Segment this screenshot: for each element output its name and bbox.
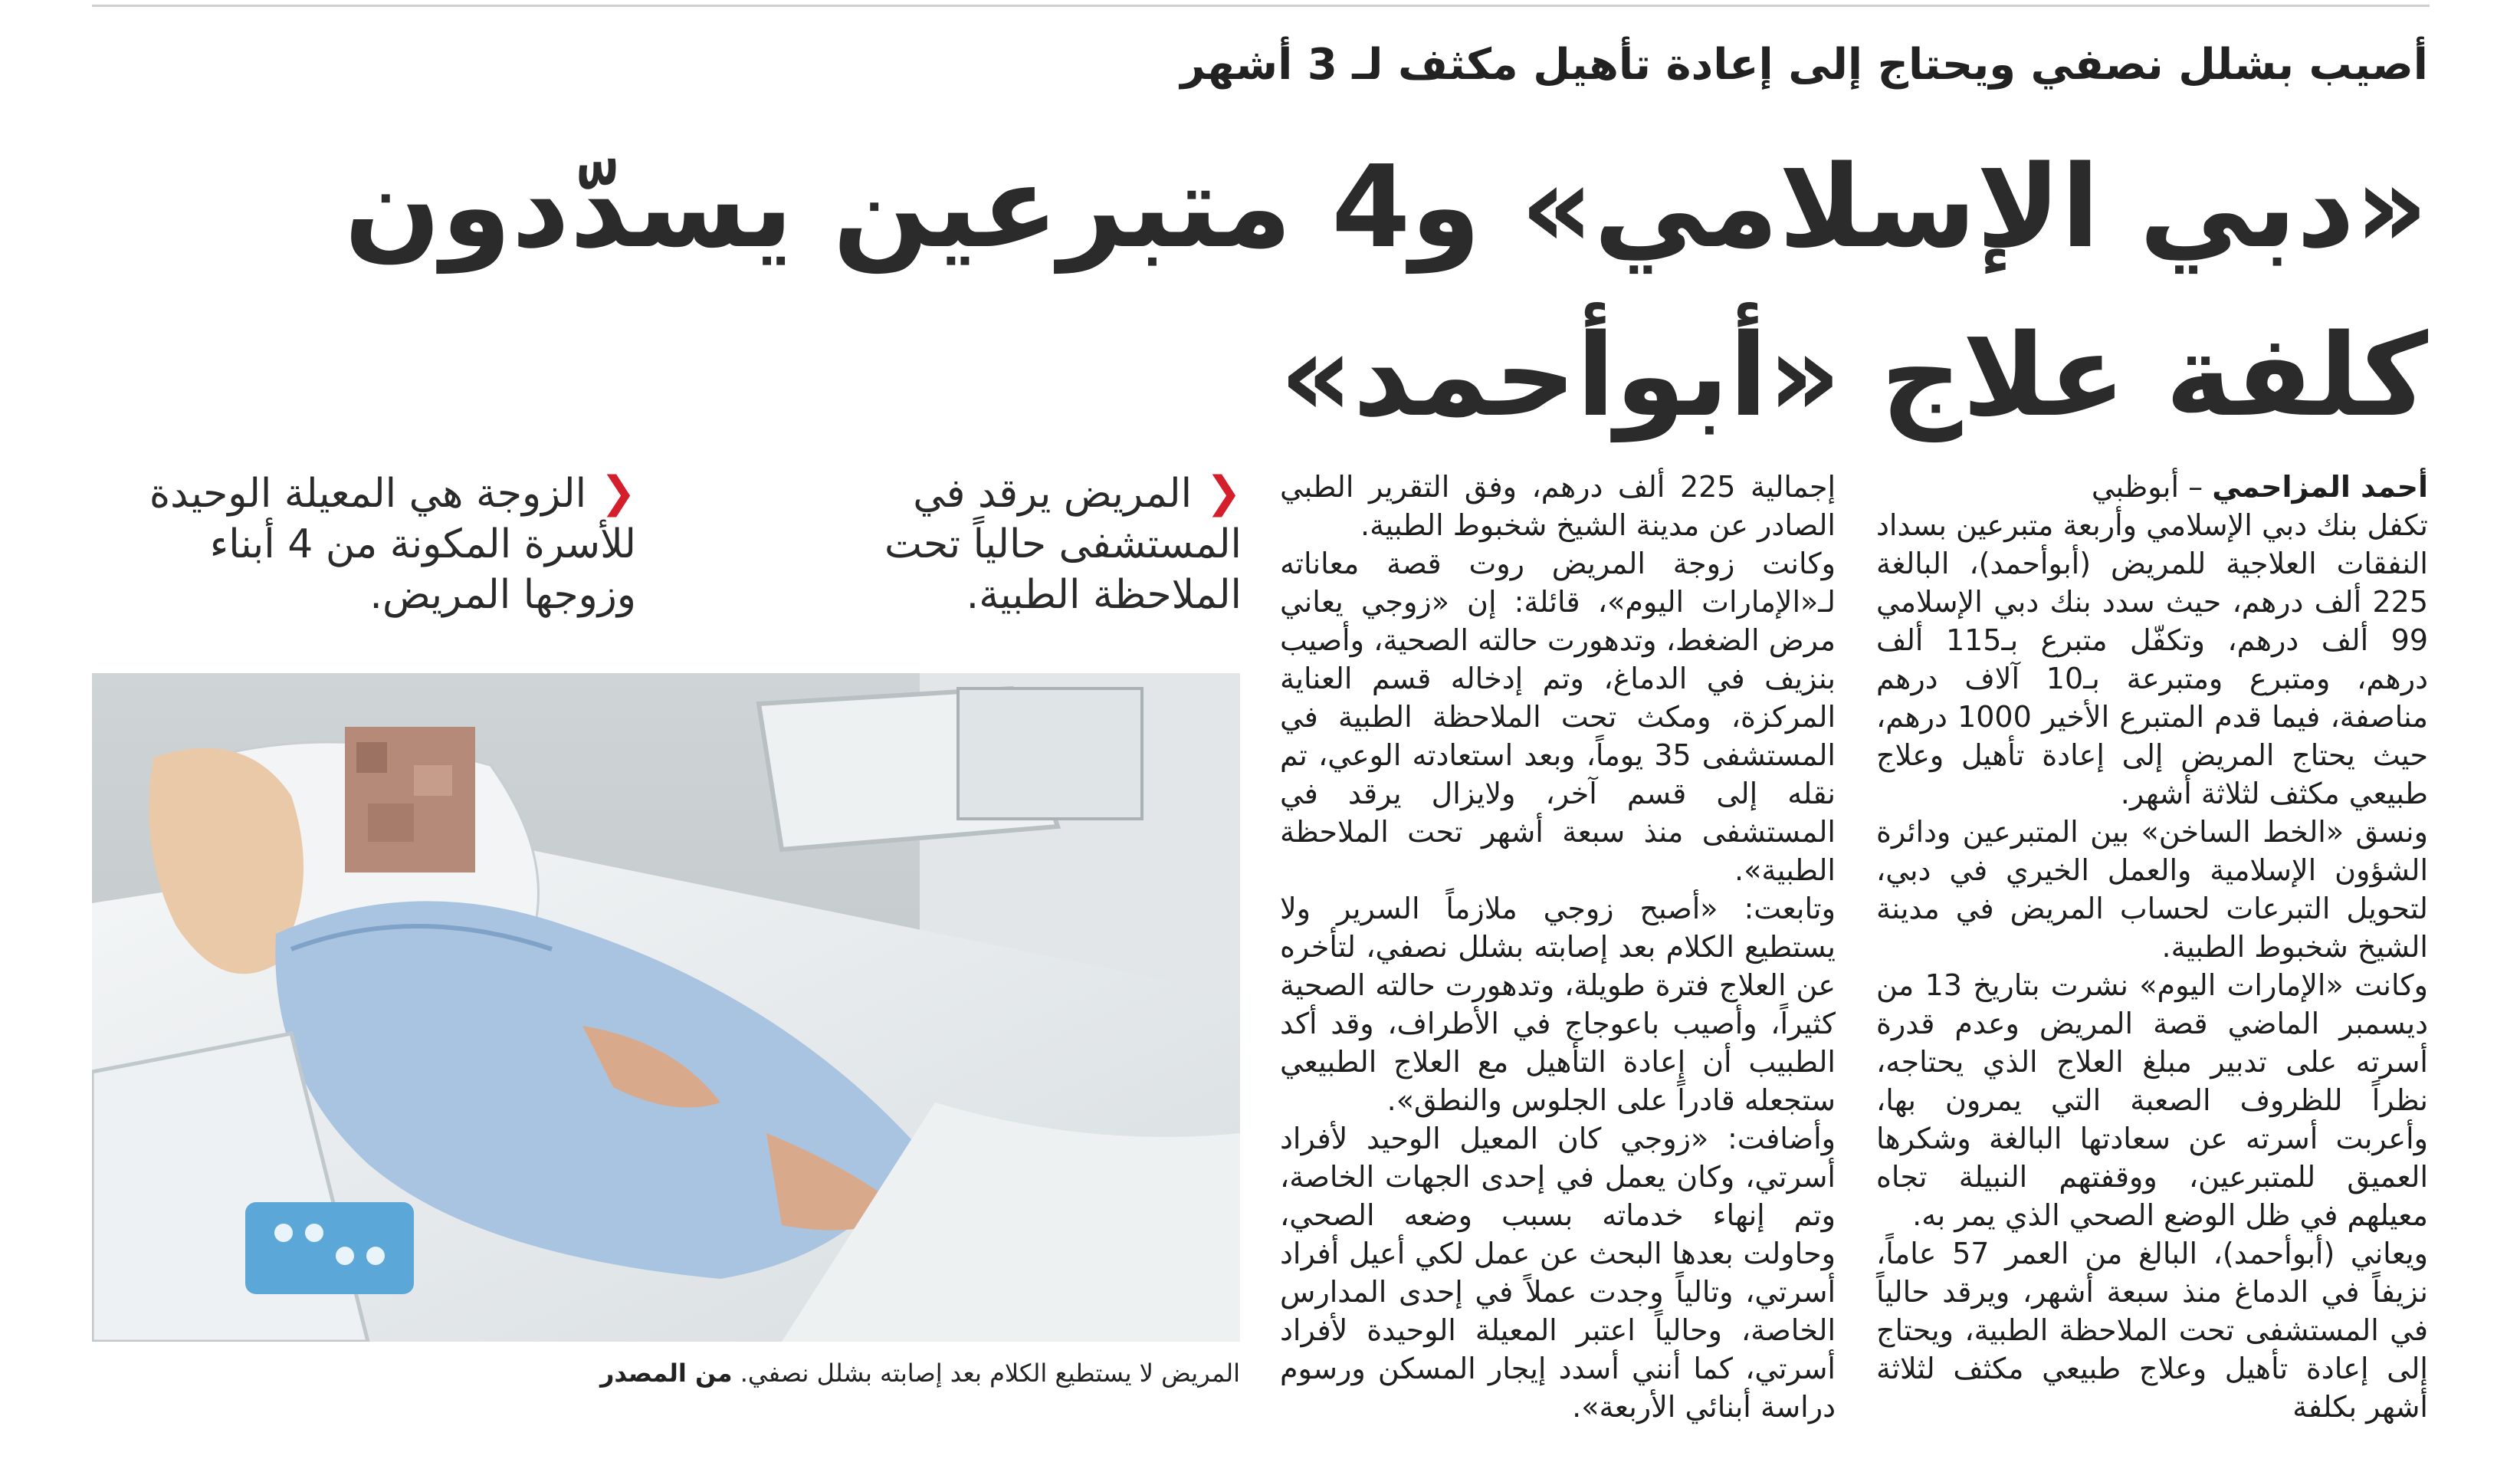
byline [1876,468,2428,506]
headline: «دبي الإسلامي» و4 متبرعين يسدّدون كلفة علاج «أبوأحمد» [344,141,2428,442]
paragraph: إجمالية 225 ألف درهم، وفق التقرير الطبي الصادر عن مدينة الشيخ شخبوط الطبية. [1280,470,1836,542]
byline-location: – أبوظبي [2091,470,2203,504]
caption-text: المريض لا يستطيع الكلام بعد إصابته بشلل نصفي. [740,1359,1240,1388]
byline-author: أحمد المزاحمي [2212,470,2428,504]
photo-caption [92,1355,1240,1391]
paragraph: تكفل بنك دبي الإسلامي وأربعة متبرعين بسداد النفقات العلاجية للمريض (أبوأحمد)، البالغة 225 ألف درهم، حيث سدد بنك دبي الإسلامي 99 ألف درهم، وتكفّل متبرع بـ115 ألف درهم، ومتبرع ومتبرعة بـ10 آلاف درهم مناصفة، فيما قدم المتبرع الأخير 1000 درهم، حيث يحتاج المريض إلى إعادة تأهيل وعلاج طبيعي مكثف لثلاثة أشهر. [1876,508,2428,810]
article-column-1 [1876,468,2428,1426]
paragraph: وكانت «الإمارات اليوم» نشرت بتاريخ 13 من ديسمبر الماضي قصة المريض وعدم قدرة أسرته على تدبير مبلغ العلاج الذي يحتاجه، نظراً للظروف الصعبة التي يمرون بها، وأعربت أسرته عن سعادتها البالغة وشكرها العميق للمتبرعين، ووقفتهم النبيلة تجاه معيلهم في ظل الوضع الصحي الذي يمر به. [1876,968,2428,1232]
pull-quote [782,468,1242,620]
paragraph: وأضافت: «زوجي كان المعيل الوحيد لأفراد أسرتي، وكان يعمل في إحدى الجهات الخاصة، وتم إنهاء خدماته بسبب وضعه الصحي، وحاولت بعدها البحث عن عمل لكي أعيل أفراد أسرتي، وتالياً وجدت عملاً في إحدى المدارس الخاصة، وحالياً اعتبر المعيلة الوحيدة لأفراد أسرتي، كما أنني أسدد إيجار المسكن ورسوم دراسة أبنائي الأربعة». [1280,1122,1836,1424]
paragraph: وتابعت: «أصبح زوجي ملازماً السرير ولا يستطيع الكلام بعد إصابته بشلل نصفي، لتأخره عن العلاج فترة طويلة، وتدهورت حالته الصحية كثيراً، وأصيب باعوجاج في الأطراف، وقد أكد الطبيب أن إعادة التأهيل مع العلاج الطبيعي ستجعله قادراً على الجلوس والنطق». [1280,892,1836,1117]
pull-quote [100,468,636,620]
kicker: أصيب بشلل نصفي ويحتاج إلى إعادة تأهيل مكثف لـ 3 أشهر [1180,40,2428,90]
photo-credit: من المصدر [599,1359,733,1388]
chevron-left-icon: ❮ [600,468,636,518]
patient-photo-illustration [92,673,1240,1342]
article-column-2 [1280,468,1836,1426]
article-photo [92,673,1240,1342]
paragraph: ونسق «الخط الساخن» بين المتبرعين ودائرة الشؤون الإسلامية والعمل الخيري في دبي، لتحويل التبرعات لحساب المريض في مدينة الشيخ شخبوط الطبية. [1876,815,2428,964]
paragraph: ويعاني (أبوأحمد)، البالغ من العمر 57 عاماً، نزيفاً في الدماغ منذ سبعة أشهر، ويرقد حالياً في المستشفى تحت الملاحظة الطبية، ويحتاج إلى إعادة تأهيل وعلاج طبيعي مكثف لثلاثة أشهر بكلفة [1876,1237,2429,1424]
paragraph: وكانت زوجة المريض روت قصة معاناته لـ«الإمارات اليوم»، قائلة: إن «زوجي يعاني مرض الضغط، وتدهورت حالته الصحية، وأصيب بنزيف في الدماغ، وتم إدخاله قسم العناية المركزة، ومكث تحت الملاحظة الطبية في المستشفى 35 يوماً، وبعد استعادته الوعي، تم نقله إلى قسم آخر، ولايزال يرقد في المستشفى منذ سبعة أشهر تحت الملاحظة الطبية». [1280,547,1836,887]
pull-quote-text: الزوجة هي المعيلة الوحيدة للأسرة المكونة من 4 أبناء وزوجها المريض. [149,471,636,618]
top-rule [92,5,2430,7]
chevron-left-icon: ❮ [1206,468,1242,518]
pull-quote-text: المريض يرقد في المستشفى حالياً تحت الملاحظة الطبية. [884,471,1242,618]
